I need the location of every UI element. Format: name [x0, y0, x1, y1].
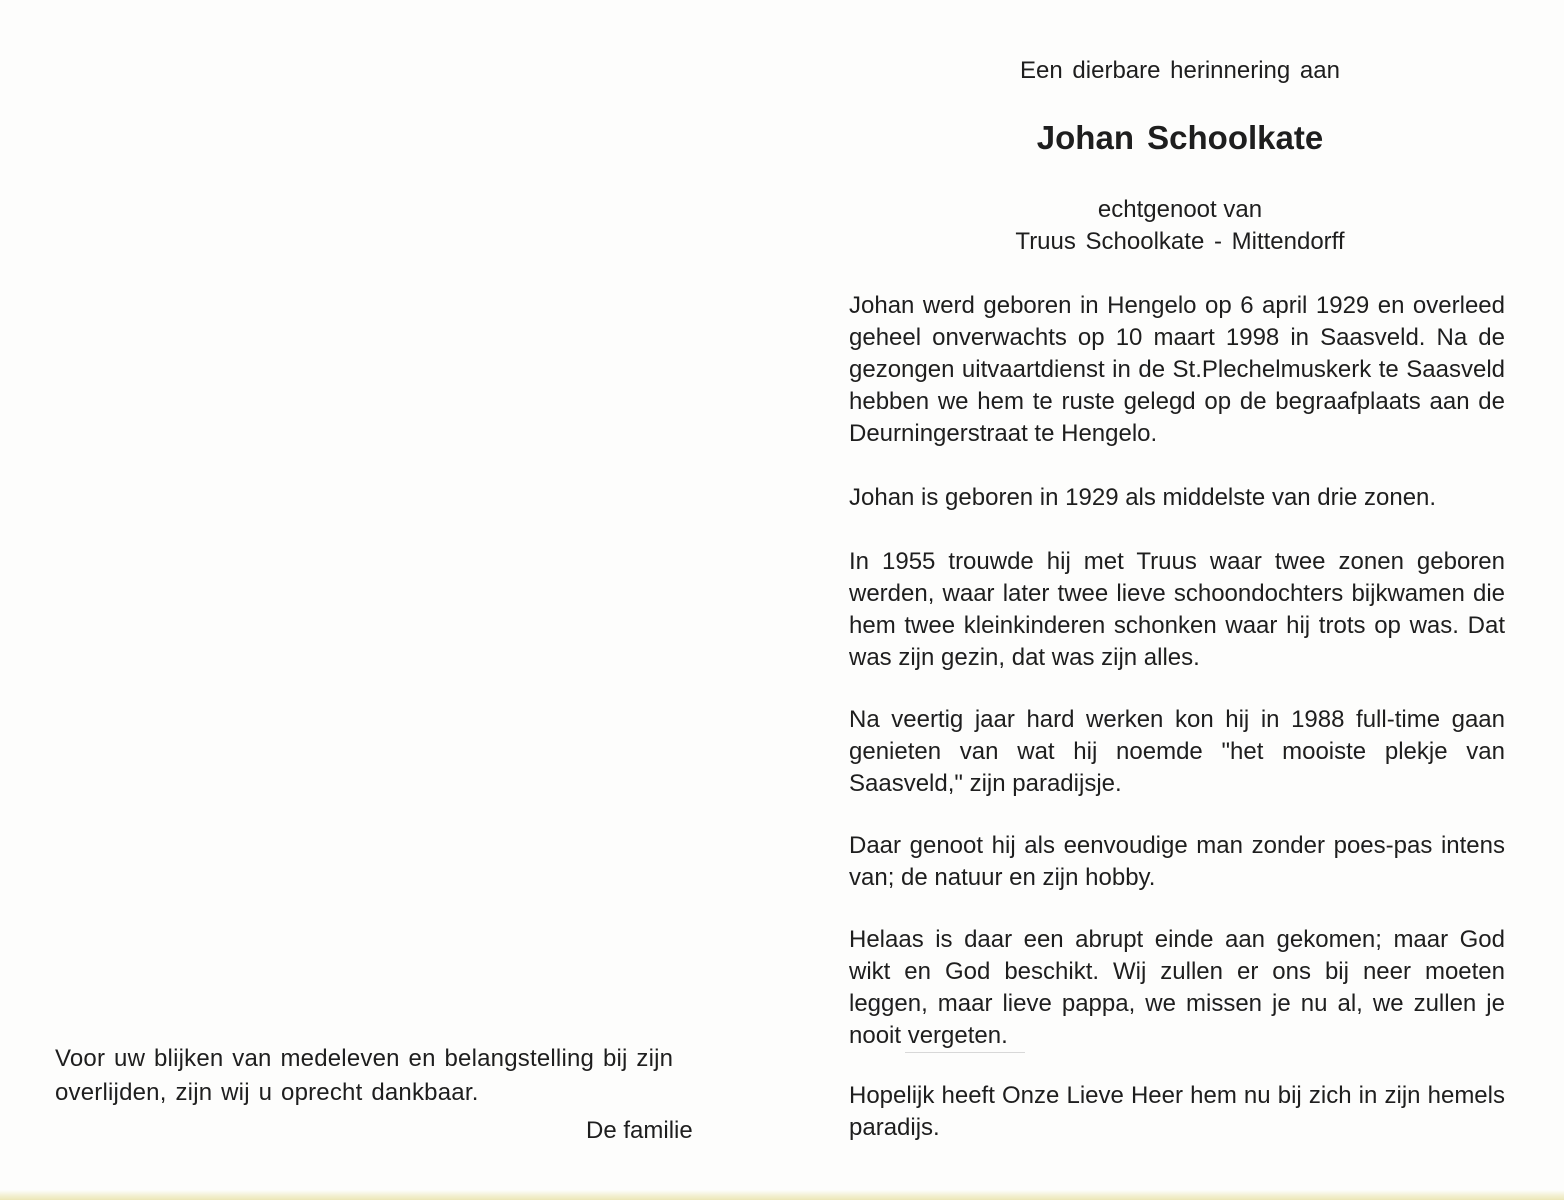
- spouse-name: Truus Schoolkate - Mittendorff: [1015, 228, 1345, 255]
- paragraph-marriage: In 1955 trouwde hij met Truus waar twee zonen geboren werden, waar later twee lieve schoondochters bijkwamen die hem twee kleinkinderen schonken waar hij trots op was. Dat was zijn gezin, dat was zijn alles.: [849, 548, 1505, 671]
- thanks-text: Voor uw blijken van medeleven en belangstelling bij zijn overlijden, zijn wij u oprecht dankbaar.: [55, 1045, 674, 1106]
- family-signoff: De familie: [586, 1117, 693, 1144]
- paper-edge: [0, 1190, 1564, 1200]
- paper-crease: [905, 1052, 1025, 1053]
- paragraph-hope: Hopelijk heeft Onze Lieve Heer hem nu bij zich in zijn hemels paradijs.: [849, 1082, 1505, 1141]
- intro-line: Een dierbare herinnering aan: [1020, 57, 1340, 84]
- paragraph-nature: Daar genoot hij als eenvoudige man zonder poes-pas intens van; de natuur en zijn hobby.: [849, 832, 1505, 891]
- spouse-label: echtgenoot van: [1097, 196, 1263, 223]
- paragraph-family-origin: Johan is geboren in 1929 als middelste van drie zonen.: [849, 484, 1437, 511]
- deceased-name: Johan Schoolkate: [1036, 119, 1324, 156]
- paragraph-farewell: Helaas is daar een abrupt einde aan gekomen; maar God wikt en God beschikt. Wij zullen er ons bij neer moeten leggen, maar lieve pappa, we missen je nu al, we zullen je nooit vergeten.: [849, 926, 1505, 1049]
- paragraph-retirement: Na veertig jaar hard werken kon hij in 1988 full-time gaan genieten van wat hij noemde "het mooiste plekje van Saasveld," zijn paradijsje.: [849, 706, 1505, 797]
- paragraph-birth-death: Johan werd geboren in Hengelo op 6 april 1929 en overleed geheel onverwachts op 10 maart 1998 in Saasveld. Na de gezongen uitvaartdienst in de St.Plechelmuskerk te Saasveld hebben we hem te ruste gelegd op de begraafplaats aan de Deurningerstraat te Hengelo.: [849, 292, 1505, 447]
- right-page: [782, 0, 1564, 1200]
